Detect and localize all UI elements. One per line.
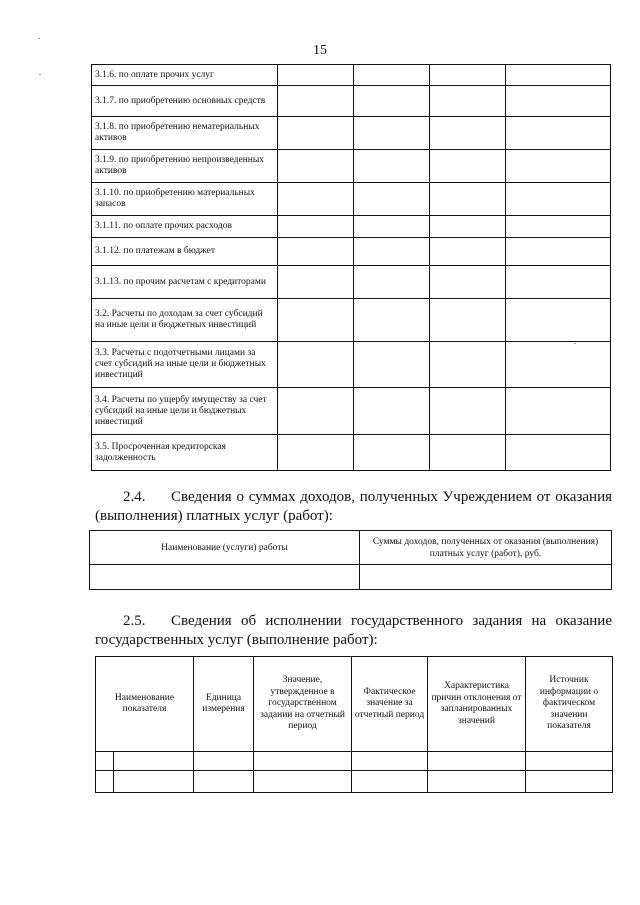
table-row — [92, 266, 611, 299]
value-cell — [278, 117, 354, 150]
table-row — [92, 65, 611, 86]
column-header: Наименование показателя — [96, 657, 194, 752]
table-row — [92, 216, 611, 238]
table-row — [92, 299, 611, 342]
value-cell — [430, 86, 506, 117]
value-cell — [354, 388, 430, 435]
state-assignment-table — [95, 656, 613, 793]
row-label: 3.1.12. по платежам в бюджет — [92, 238, 278, 266]
value-cell — [354, 117, 430, 150]
value-cell — [506, 150, 611, 183]
value-cell — [506, 183, 611, 216]
accounts-payable-table — [91, 64, 611, 471]
value-cell — [428, 752, 526, 771]
table-row — [92, 86, 611, 117]
value-cell — [430, 65, 506, 86]
column-header: Источник информации о фактическом значении показателя — [526, 657, 613, 752]
table-row — [96, 771, 613, 793]
section-2-4-heading — [95, 488, 612, 526]
value-cell — [430, 266, 506, 299]
value-cell — [278, 342, 354, 388]
value-cell — [114, 752, 194, 771]
scan-speck — [574, 343, 576, 344]
table-row — [92, 342, 611, 388]
scan-speck — [39, 74, 41, 75]
section-2-4-title: Сведения о суммах доходов, полученных Учреждением от оказания (выполнения) платных услуг (работ): — [95, 489, 612, 524]
value-cell — [194, 771, 254, 793]
column-header: Характеристика причин отклонения от запланированных значений — [428, 657, 526, 752]
table-row — [90, 565, 612, 590]
value-cell — [506, 266, 611, 299]
row-label: 3.1.11. по оплате прочих расходов — [92, 216, 278, 238]
column-header: Фактическое значение за отчетный период — [352, 657, 428, 752]
value-cell — [354, 183, 430, 216]
row-label: 3.3. Расчеты с подотчетными лицами за счет субсидий на иные цели и бюджетных инвестиций — [92, 342, 278, 388]
value-cell — [90, 565, 360, 590]
value-cell — [278, 65, 354, 86]
value-cell — [96, 752, 114, 771]
value-cell — [278, 183, 354, 216]
value-cell — [254, 752, 352, 771]
value-cell — [354, 150, 430, 183]
column-header: Наименование (услуги) работы — [90, 531, 360, 565]
paid-services-income-table — [89, 530, 612, 590]
value-cell — [114, 771, 194, 793]
table-header-row — [90, 531, 612, 565]
value-cell — [430, 342, 506, 388]
value-cell — [526, 771, 613, 793]
value-cell — [278, 216, 354, 238]
value-cell — [354, 435, 430, 471]
column-header: Единица измерения — [194, 657, 254, 752]
row-label: 3.1.9. по приобретению непроизведенных активов — [92, 150, 278, 183]
column-header: Значение, утвержденное в государственном задании на отчетный период — [254, 657, 352, 752]
value-cell — [354, 342, 430, 388]
value-cell — [506, 117, 611, 150]
value-cell — [506, 435, 611, 471]
page-number: 15 — [313, 43, 327, 58]
value-cell — [354, 299, 430, 342]
value-cell — [506, 388, 611, 435]
table-row — [92, 238, 611, 266]
value-cell — [526, 752, 613, 771]
value-cell — [430, 388, 506, 435]
value-cell — [354, 86, 430, 117]
row-label: 3.1.10. по приобретению материальных запасов — [92, 183, 278, 216]
row-label: 3.2. Расчеты по доходам за счет субсидий на иные цели и бюджетных инвестиций — [92, 299, 278, 342]
value-cell — [360, 565, 612, 590]
scan-speck — [38, 38, 40, 39]
value-cell — [354, 216, 430, 238]
value-cell — [430, 150, 506, 183]
value-cell — [430, 299, 506, 342]
row-label: 3.1.6. по оплате прочих услуг — [92, 65, 278, 86]
section-2-5-heading — [95, 612, 612, 650]
table-row — [96, 752, 613, 771]
row-label: 3.4. Расчеты по ущербу имуществу за счет субсидий на иные цели и бюджетных инвестиций — [92, 388, 278, 435]
value-cell — [430, 117, 506, 150]
value-cell — [278, 150, 354, 183]
value-cell — [506, 86, 611, 117]
value-cell — [506, 299, 611, 342]
value-cell — [506, 65, 611, 86]
value-cell — [354, 65, 430, 86]
row-label: 3.5. Просроченная кредиторская задолженность — [92, 435, 278, 471]
column-header: Суммы доходов, полученных от оказания (выполнения) платных услуг (работ), руб. — [360, 531, 612, 565]
value-cell — [254, 771, 352, 793]
value-cell — [278, 388, 354, 435]
row-label: 3.1.7. по приобретению основных средств — [92, 86, 278, 117]
value-cell — [352, 752, 428, 771]
value-cell — [194, 752, 254, 771]
table-header-row — [96, 657, 613, 752]
value-cell — [354, 266, 430, 299]
value-cell — [278, 238, 354, 266]
section-2-5-title: Сведения об исполнении государственного задания на оказание государственных услуг (выполнение работ): — [95, 613, 612, 648]
value-cell — [430, 183, 506, 216]
value-cell — [278, 266, 354, 299]
value-cell — [430, 435, 506, 471]
table-row — [92, 117, 611, 150]
value-cell — [506, 342, 611, 388]
table-row — [92, 183, 611, 216]
row-label: 3.1.13. по прочим расчетам с кредиторами — [92, 266, 278, 299]
row-label: 3.1.8. по приобретению нематериальных активов — [92, 117, 278, 150]
value-cell — [428, 771, 526, 793]
value-cell — [430, 238, 506, 266]
value-cell — [352, 771, 428, 793]
value-cell — [354, 238, 430, 266]
value-cell — [278, 435, 354, 471]
section-2-4-number: 2.4. — [123, 489, 146, 505]
value-cell — [96, 771, 114, 793]
table-row — [92, 150, 611, 183]
table-row — [92, 388, 611, 435]
section-2-5-number: 2.5. — [123, 613, 146, 629]
table-row — [92, 435, 611, 471]
value-cell — [278, 86, 354, 117]
value-cell — [430, 216, 506, 238]
value-cell — [506, 216, 611, 238]
value-cell — [278, 299, 354, 342]
value-cell — [506, 238, 611, 266]
